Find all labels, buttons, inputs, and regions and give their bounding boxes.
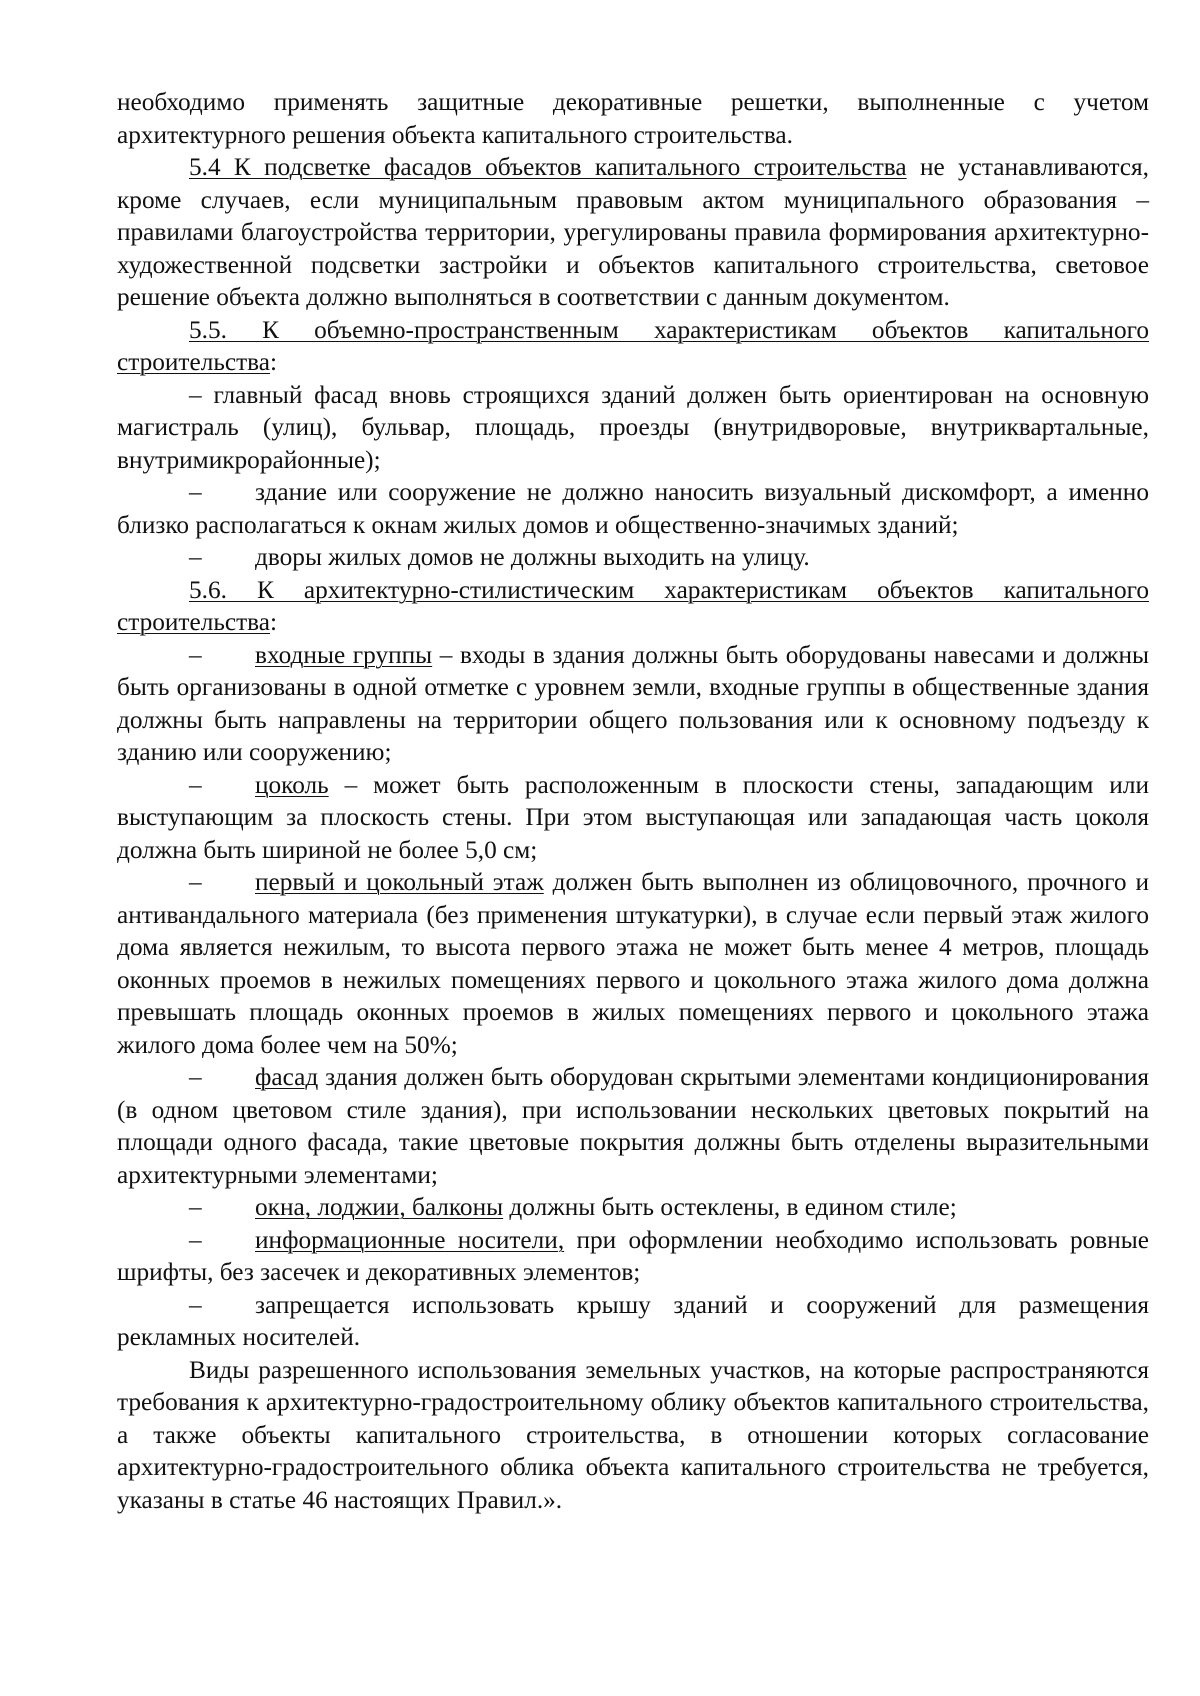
list-item-roof-advertising: – запрещается использовать крышу зданий и сооружений для размещения рекламных носителей. [117, 1290, 1149, 1351]
section-5-5-heading-paragraph: 5.5. К объемно-пространственным характеристикам объектов капитального строительства: [117, 315, 1149, 376]
section-5-6-heading-paragraph: 5.6. К архитектурно-стилистическим характеристикам объектов капитального строительства: [117, 575, 1149, 636]
dash-marker: – [189, 1063, 202, 1091]
dash-marker: – [189, 770, 202, 799]
list-item-main-facade: – главный фасад вновь строящихся зданий должен быть ориентирован на основную магистраль (улиц), бульвар, площадь, проезды (внутридворовые, внутриквартальные, внутримикрорайонные); [117, 380, 1149, 474]
section-5-6-heading: 5.6. К архитектурно-стилистическим характеристикам объектов капитального строительства [117, 575, 1149, 636]
paragraph-permitted-uses: Виды разрешенного использования земельных участков, на которые распространяются требования к архитектурно-градостроительному облику объектов капитального строительства, а также объекты капитального строительства, в отношении которых согласование архитектурно-градостроительного облика объекта капитального строительства не требуется, указаны в статье 46 настоящих Правил.». [117, 1355, 1149, 1514]
list-item-facade: – фасад здания должен быть оборудован скрытыми элементами кондиционирования (в одном цветовом стиле здания), при использовании нескольких цветовых покрытий на площади одного фасада, такие цветовые покрытия должны быть отделены выразительными архитектурными элементами; [117, 1063, 1149, 1189]
term-entrance-groups: входные группы [255, 640, 433, 669]
term-first-floor: первый и цокольный этаж [255, 868, 544, 896]
term-windows: окна, лоджии, балконы [255, 1193, 504, 1221]
list-item-entrance-groups: – входные группы – входы в здания должны быть оборудованы навесами и должны быть организованы в одной отметке с уровнем земли, входные группы в общественные здания должны быть направлены на территории общего пользования или к основному подъезду к зданию или сооружению; [117, 640, 1149, 766]
list-item-windows: – окна, лоджии, балконы должны быть остеклены, в едином стиле; [117, 1191, 1149, 1224]
list-item-information-carriers: – информационные носители, при оформлении необходимо использовать ровные шрифты, без засечек и декоративных элементов; [117, 1225, 1149, 1286]
dash-marker: – [189, 1290, 202, 1319]
list-item-first-floor: – первый и цокольный этаж должен быть выполнен из облицовочного, прочного и антивандального материала (без применения штукатурки), в случае если первый этаж жилого дома является нежилым, то высота первого этажа не может быть менее 4 метров, площадь оконных проемов в нежилых помещениях первого и цокольного этажа жилого дома должна превышать площадь оконных проемов в жилых помещениях первого и цокольного этажа жилого дома более чем на 50%; [117, 868, 1149, 1059]
term-facade: фасад [255, 1063, 319, 1091]
list-item-visual-discomfort: – здание или сооружение не должно наносить визуальный дискомфорт, а именно близко располагаться к окнам жилых домов и общественно-значимых зданий; [117, 478, 1149, 539]
term-information-carriers: информационные носители, [255, 1225, 565, 1254]
dash-marker: – [189, 1225, 202, 1254]
section-5-4-lighting [117, 151, 1149, 314]
section-5-4-heading: 5.4 К подсветке фасадов объектов капитального строительства [189, 153, 907, 181]
term-plinth: цоколь [255, 770, 329, 799]
dash-marker: – [189, 1193, 202, 1221]
dash-marker: – [189, 640, 202, 669]
dash-marker: – [189, 543, 202, 571]
list-item-courtyards: – дворы жилых домов не должны выходить на улицу. [117, 541, 1149, 574]
list-item-plinth: – цоколь – может быть расположенным в плоскости стены, западающим или выступающим за плоскость стены. При этом выступающая или западающая часть цоколя должна быть шириной не более 5,0 см; [117, 770, 1149, 864]
dash-marker: – [189, 478, 202, 506]
section-5-5-heading: 5.5. К объемно-пространственным характеристикам объектов капитального строительства [117, 315, 1149, 376]
section-5-4-text: не устанавливаются, кроме случаев, если муниципальным правовым актом муниципального образования – правилами благоустройства территории, урегулированы правила формирования архитектурно-художественной подсветки застройки и объектов капитального строительства, световое решение объекта должно выполняться в соответствии с данным документом. [117, 153, 1149, 311]
dash-marker: – [189, 868, 202, 896]
paragraph-decorative-grilles: необходимо применять защитные декоративные решетки, выполненные с учетом архитектурного решения объекта капитального строительства. [117, 88, 1149, 149]
